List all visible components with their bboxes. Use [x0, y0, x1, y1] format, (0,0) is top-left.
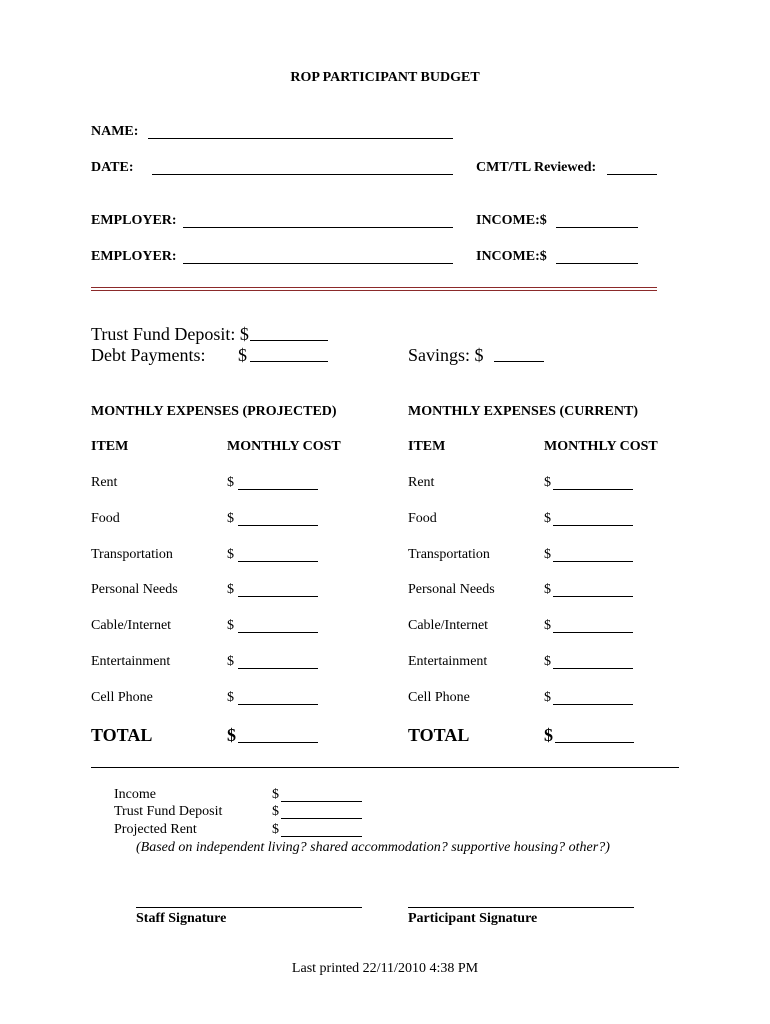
debt-payments-dollar: $	[238, 345, 247, 365]
projected-item-header: ITEM	[91, 439, 129, 454]
page-title: ROP PARTICIPANT BUDGET	[290, 70, 480, 85]
reviewed-field[interactable]	[607, 174, 657, 175]
projected-item-dollar: $	[227, 618, 234, 633]
employer-1-field[interactable]	[183, 227, 453, 228]
employer-2-label: EMPLOYER:	[91, 249, 177, 264]
projected-item-cost-field[interactable]	[238, 561, 318, 562]
name-field[interactable]	[148, 138, 453, 139]
current-item-dollar: $	[544, 547, 551, 562]
current-total-label: TOTAL	[408, 725, 470, 745]
summary-income-label: Income	[114, 787, 156, 802]
date-field[interactable]	[152, 174, 453, 175]
projected-total-label: TOTAL	[91, 725, 153, 745]
date-field-label: DATE:	[91, 160, 134, 175]
projected-expenses-heading: MONTHLY EXPENSES (PROJECTED)	[91, 404, 337, 419]
current-item-label: Transportation	[408, 547, 490, 562]
projected-item-cost-field[interactable]	[238, 596, 318, 597]
savings-label: Savings: $	[408, 345, 484, 365]
current-item-cost-field[interactable]	[553, 596, 633, 597]
current-item-cost-field[interactable]	[553, 632, 633, 633]
debt-payments-label: Debt Payments:	[91, 345, 206, 365]
header-divider-bottom	[91, 290, 657, 291]
name-field-label: NAME:	[91, 124, 139, 139]
projected-item-label: Entertainment	[91, 654, 171, 669]
employer-2-field[interactable]	[183, 263, 453, 264]
current-item-label: Entertainment	[408, 654, 488, 669]
summary-rent-field[interactable]	[281, 836, 362, 837]
current-item-cost-field[interactable]	[553, 525, 633, 526]
income-1-label: INCOME:$	[476, 213, 547, 228]
projected-item-label: Transportation	[91, 547, 173, 562]
participant-signature-label: Participant Signature	[408, 911, 538, 926]
summary-divider	[91, 767, 679, 768]
current-total-dollar: $	[544, 725, 553, 745]
current-item-dollar: $	[544, 618, 551, 633]
summary-rent-label: Projected Rent	[114, 822, 197, 837]
current-item-cost-field[interactable]	[553, 668, 633, 669]
summary-trust-label: Trust Fund Deposit	[114, 804, 223, 819]
current-item-header: ITEM	[408, 439, 446, 454]
current-cost-header: MONTHLY COST	[544, 439, 658, 454]
current-total-field[interactable]	[555, 742, 634, 743]
projected-item-cost-field[interactable]	[238, 704, 318, 705]
projected-item-label: Food	[91, 511, 120, 526]
summary-income-field[interactable]	[281, 801, 362, 802]
current-item-cost-field[interactable]	[553, 489, 633, 490]
projected-item-label: Rent	[91, 475, 118, 490]
projected-item-label: Cable/Internet	[91, 618, 172, 633]
summary-trust-field[interactable]	[281, 818, 362, 819]
last-printed-footer: Last printed 22/11/2010 4:38 PM	[291, 961, 479, 976]
projected-item-dollar: $	[227, 475, 234, 490]
current-item-cost-field[interactable]	[553, 561, 633, 562]
current-item-label: Rent	[408, 475, 435, 490]
projected-cost-header: MONTHLY COST	[227, 439, 341, 454]
staff-signature-line[interactable]	[136, 907, 362, 908]
reviewed-field-label: CMT/TL Reviewed:	[476, 160, 597, 175]
current-item-dollar: $	[544, 654, 551, 669]
summary-rent-dollar: $	[272, 822, 279, 837]
projected-total-field[interactable]	[238, 742, 318, 743]
trust-fund-deposit-field[interactable]	[250, 340, 328, 341]
current-item-dollar: $	[544, 690, 551, 705]
housing-note: (Based on independent living? shared accommodation? supportive housing? other?)	[136, 840, 610, 855]
current-item-dollar: $	[544, 582, 551, 597]
projected-total-dollar: $	[227, 725, 236, 745]
staff-signature-label: Staff Signature	[136, 911, 227, 926]
savings-field[interactable]	[494, 361, 544, 362]
debt-payments-field[interactable]	[250, 361, 328, 362]
participant-signature-line[interactable]	[408, 907, 634, 908]
projected-item-dollar: $	[227, 582, 234, 597]
projected-item-label: Cell Phone	[91, 690, 153, 705]
income-2-label: INCOME:$	[476, 249, 547, 264]
income-1-field[interactable]	[556, 227, 638, 228]
projected-item-cost-field[interactable]	[238, 668, 318, 669]
projected-item-label: Personal Needs	[91, 582, 178, 597]
current-item-label: Food	[408, 511, 437, 526]
current-item-dollar: $	[544, 511, 551, 526]
current-item-label: Personal Needs	[408, 582, 495, 597]
projected-item-dollar: $	[227, 654, 234, 669]
trust-fund-deposit-label: Trust Fund Deposit: $	[91, 324, 249, 344]
projected-item-cost-field[interactable]	[238, 525, 318, 526]
projected-item-dollar: $	[227, 511, 234, 526]
summary-trust-dollar: $	[272, 804, 279, 819]
current-expenses-heading: MONTHLY EXPENSES (CURRENT)	[408, 404, 638, 419]
current-item-label: Cable/Internet	[408, 618, 489, 633]
current-item-dollar: $	[544, 475, 551, 490]
employer-1-label: EMPLOYER:	[91, 213, 177, 228]
current-item-label: Cell Phone	[408, 690, 470, 705]
projected-item-dollar: $	[227, 690, 234, 705]
income-2-field[interactable]	[556, 263, 638, 264]
summary-income-dollar: $	[272, 787, 279, 802]
current-item-cost-field[interactable]	[553, 704, 633, 705]
projected-item-dollar: $	[227, 547, 234, 562]
projected-item-cost-field[interactable]	[238, 632, 318, 633]
header-divider-top	[91, 287, 657, 288]
projected-item-cost-field[interactable]	[238, 489, 318, 490]
